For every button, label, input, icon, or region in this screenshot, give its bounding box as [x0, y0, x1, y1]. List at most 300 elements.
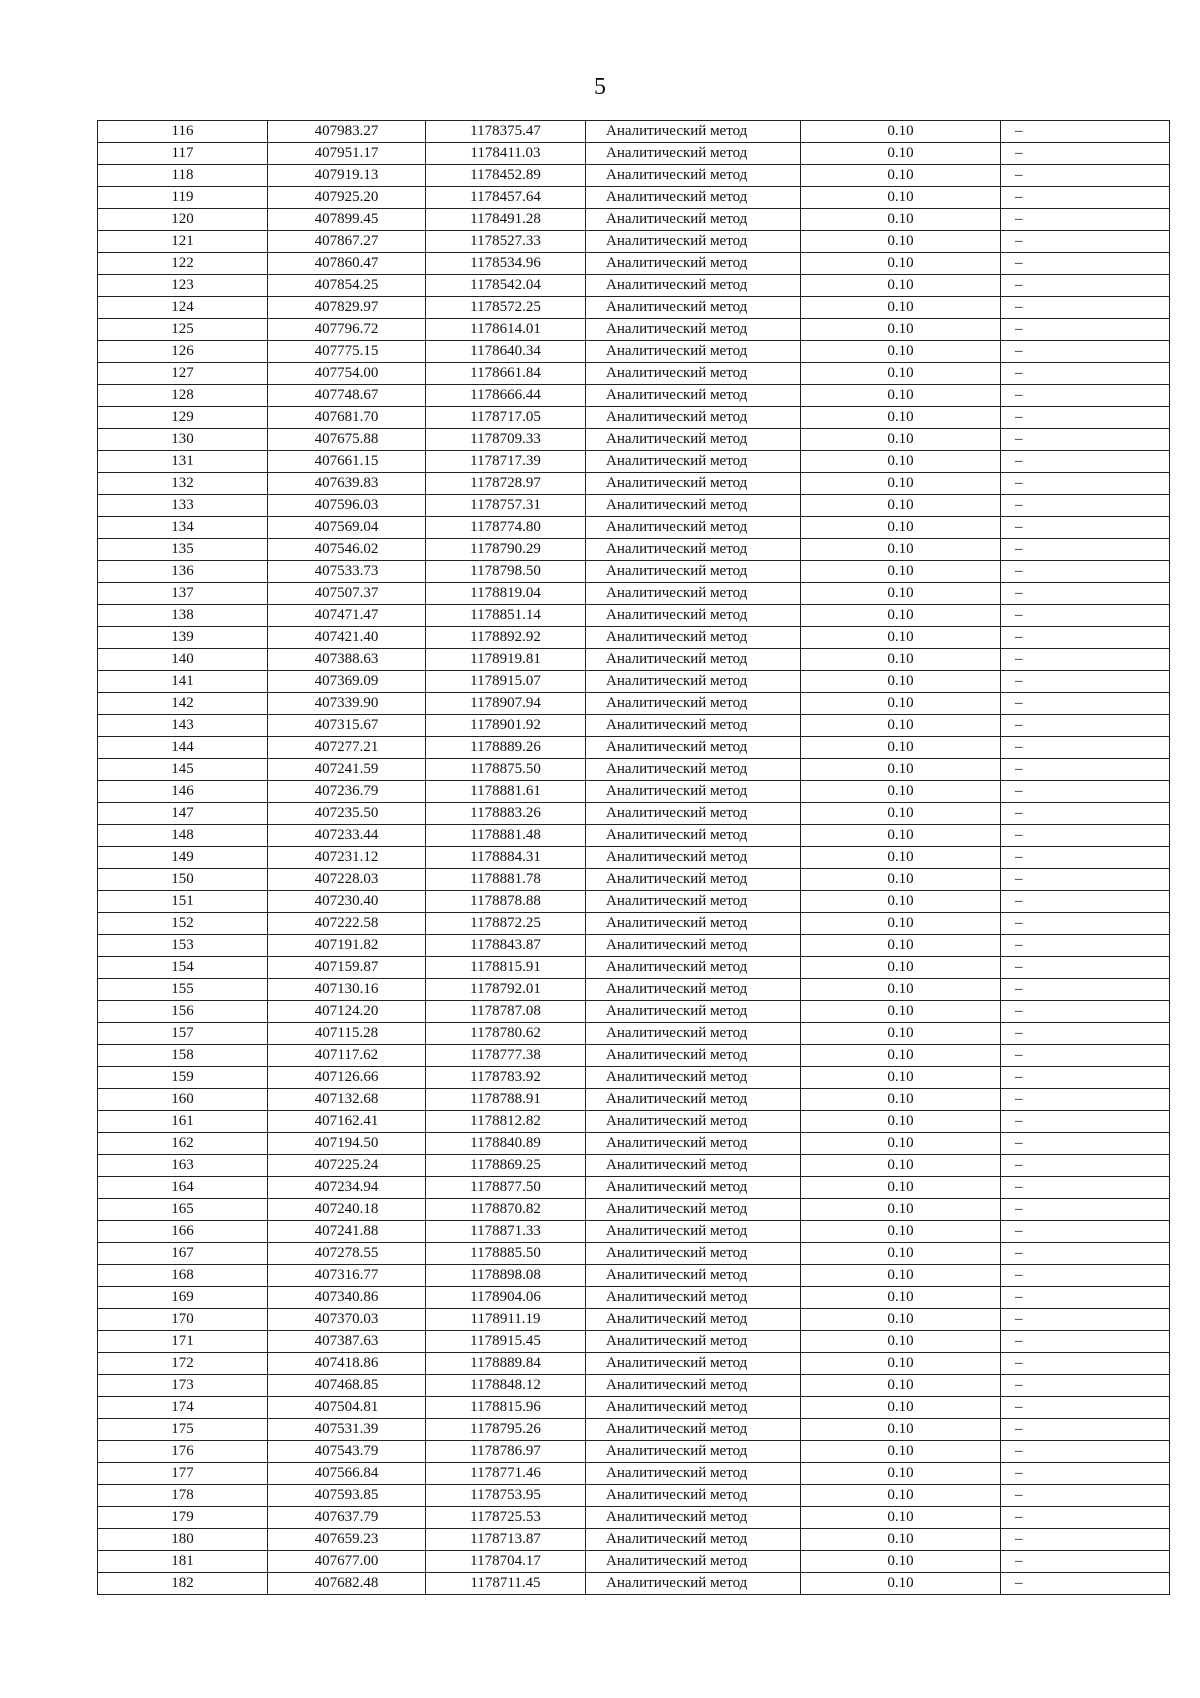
accuracy-cell: 0.10 — [801, 363, 1001, 385]
method-cell: Аналитический метод — [586, 429, 801, 451]
method-cell: Аналитический метод — [586, 1111, 801, 1133]
y-coordinate-cell: 1178491.28 — [426, 209, 586, 231]
accuracy-cell: 0.10 — [801, 693, 1001, 715]
x-coordinate-cell: 407659.23 — [268, 1529, 426, 1551]
y-coordinate-cell: 1178919.81 — [426, 649, 586, 671]
table-row — [98, 1573, 1170, 1595]
accuracy-cell: 0.10 — [801, 1067, 1001, 1089]
y-coordinate-cell: 1178878.88 — [426, 891, 586, 913]
x-coordinate-cell: 407775.15 — [268, 341, 426, 363]
accuracy-cell: 0.10 — [801, 1199, 1001, 1221]
method-cell: Аналитический метод — [586, 1001, 801, 1023]
point-number-cell: 141 — [98, 671, 268, 693]
description-cell: – — [1001, 451, 1170, 473]
x-coordinate-cell: 407543.79 — [268, 1441, 426, 1463]
table-row — [98, 1221, 1170, 1243]
accuracy-cell: 0.10 — [801, 1001, 1001, 1023]
y-coordinate-cell: 1178884.31 — [426, 847, 586, 869]
point-number-cell: 147 — [98, 803, 268, 825]
method-cell: Аналитический метод — [586, 1067, 801, 1089]
table-row — [98, 1287, 1170, 1309]
description-cell: – — [1001, 1155, 1170, 1177]
table-row — [98, 759, 1170, 781]
x-coordinate-cell: 407370.03 — [268, 1309, 426, 1331]
x-coordinate-cell: 407277.21 — [268, 737, 426, 759]
description-cell: – — [1001, 429, 1170, 451]
y-coordinate-cell: 1178457.64 — [426, 187, 586, 209]
method-cell: Аналитический метод — [586, 737, 801, 759]
method-cell: Аналитический метод — [586, 1573, 801, 1595]
method-cell: Аналитический метод — [586, 143, 801, 165]
table-row — [98, 1023, 1170, 1045]
accuracy-cell: 0.10 — [801, 1573, 1001, 1595]
method-cell: Аналитический метод — [586, 935, 801, 957]
table-row — [98, 363, 1170, 385]
table-row — [98, 1089, 1170, 1111]
accuracy-cell: 0.10 — [801, 1529, 1001, 1551]
point-number-cell: 136 — [98, 561, 268, 583]
x-coordinate-cell: 407126.66 — [268, 1067, 426, 1089]
description-cell: – — [1001, 1111, 1170, 1133]
y-coordinate-cell: 1178640.34 — [426, 341, 586, 363]
point-number-cell: 130 — [98, 429, 268, 451]
description-cell: – — [1001, 1023, 1170, 1045]
x-coordinate-cell: 407339.90 — [268, 693, 426, 715]
method-cell: Аналитический метод — [586, 1551, 801, 1573]
point-number-cell: 165 — [98, 1199, 268, 1221]
description-cell: – — [1001, 957, 1170, 979]
table-row — [98, 847, 1170, 869]
y-coordinate-cell: 1178851.14 — [426, 605, 586, 627]
point-number-cell: 169 — [98, 1287, 268, 1309]
accuracy-cell: 0.10 — [801, 649, 1001, 671]
y-coordinate-cell: 1178787.08 — [426, 1001, 586, 1023]
y-coordinate-cell: 1178783.92 — [426, 1067, 586, 1089]
method-cell: Аналитический метод — [586, 209, 801, 231]
x-coordinate-cell: 407925.20 — [268, 187, 426, 209]
table-row — [98, 451, 1170, 473]
description-cell: – — [1001, 1199, 1170, 1221]
y-coordinate-cell: 1178757.31 — [426, 495, 586, 517]
y-coordinate-cell: 1178786.97 — [426, 1441, 586, 1463]
accuracy-cell: 0.10 — [801, 407, 1001, 429]
x-coordinate-cell: 407854.25 — [268, 275, 426, 297]
table-row — [98, 1265, 1170, 1287]
y-coordinate-cell: 1178889.84 — [426, 1353, 586, 1375]
point-number-cell: 140 — [98, 649, 268, 671]
x-coordinate-cell: 407421.40 — [268, 627, 426, 649]
description-cell: – — [1001, 1529, 1170, 1551]
table-row — [98, 1111, 1170, 1133]
x-coordinate-cell: 407637.79 — [268, 1507, 426, 1529]
method-cell: Аналитический метод — [586, 869, 801, 891]
description-cell: – — [1001, 1221, 1170, 1243]
x-coordinate-cell: 407316.77 — [268, 1265, 426, 1287]
method-cell: Аналитический метод — [586, 1199, 801, 1221]
description-cell: – — [1001, 649, 1170, 671]
y-coordinate-cell: 1178780.62 — [426, 1023, 586, 1045]
accuracy-cell: 0.10 — [801, 935, 1001, 957]
y-coordinate-cell: 1178717.05 — [426, 407, 586, 429]
method-cell: Аналитический метод — [586, 979, 801, 1001]
accuracy-cell: 0.10 — [801, 187, 1001, 209]
description-cell: – — [1001, 693, 1170, 715]
table-row — [98, 891, 1170, 913]
description-cell: – — [1001, 1045, 1170, 1067]
method-cell: Аналитический метод — [586, 605, 801, 627]
table-row — [98, 143, 1170, 165]
table-row — [98, 187, 1170, 209]
description-cell: – — [1001, 1243, 1170, 1265]
point-number-cell: 173 — [98, 1375, 268, 1397]
table-row — [98, 649, 1170, 671]
y-coordinate-cell: 1178527.33 — [426, 231, 586, 253]
y-coordinate-cell: 1178877.50 — [426, 1177, 586, 1199]
accuracy-cell: 0.10 — [801, 385, 1001, 407]
table-row — [98, 1529, 1170, 1551]
point-number-cell: 180 — [98, 1529, 268, 1551]
x-coordinate-cell: 407748.67 — [268, 385, 426, 407]
point-number-cell: 150 — [98, 869, 268, 891]
table-row — [98, 275, 1170, 297]
point-number-cell: 135 — [98, 539, 268, 561]
point-number-cell: 172 — [98, 1353, 268, 1375]
x-coordinate-cell: 407369.09 — [268, 671, 426, 693]
accuracy-cell: 0.10 — [801, 825, 1001, 847]
x-coordinate-cell: 407234.94 — [268, 1177, 426, 1199]
point-number-cell: 145 — [98, 759, 268, 781]
method-cell: Аналитический метод — [586, 319, 801, 341]
method-cell: Аналитический метод — [586, 187, 801, 209]
description-cell: – — [1001, 187, 1170, 209]
y-coordinate-cell: 1178704.17 — [426, 1551, 586, 1573]
accuracy-cell: 0.10 — [801, 275, 1001, 297]
point-number-cell: 155 — [98, 979, 268, 1001]
x-coordinate-cell: 407867.27 — [268, 231, 426, 253]
y-coordinate-cell: 1178452.89 — [426, 165, 586, 187]
accuracy-cell: 0.10 — [801, 979, 1001, 1001]
x-coordinate-cell: 407162.41 — [268, 1111, 426, 1133]
x-coordinate-cell: 407132.68 — [268, 1089, 426, 1111]
y-coordinate-cell: 1178777.38 — [426, 1045, 586, 1067]
x-coordinate-cell: 407225.24 — [268, 1155, 426, 1177]
point-number-cell: 178 — [98, 1485, 268, 1507]
method-cell: Аналитический метод — [586, 1221, 801, 1243]
x-coordinate-cell: 407230.40 — [268, 891, 426, 913]
accuracy-cell: 0.10 — [801, 451, 1001, 473]
point-number-cell: 164 — [98, 1177, 268, 1199]
accuracy-cell: 0.10 — [801, 1485, 1001, 1507]
y-coordinate-cell: 1178875.50 — [426, 759, 586, 781]
method-cell: Аналитический метод — [586, 825, 801, 847]
point-number-cell: 144 — [98, 737, 268, 759]
y-coordinate-cell: 1178881.61 — [426, 781, 586, 803]
description-cell: – — [1001, 1419, 1170, 1441]
method-cell: Аналитический метод — [586, 1331, 801, 1353]
accuracy-cell: 0.10 — [801, 759, 1001, 781]
accuracy-cell: 0.10 — [801, 957, 1001, 979]
point-number-cell: 151 — [98, 891, 268, 913]
table-row — [98, 1199, 1170, 1221]
description-cell: – — [1001, 715, 1170, 737]
accuracy-cell: 0.10 — [801, 869, 1001, 891]
x-coordinate-cell: 407235.50 — [268, 803, 426, 825]
y-coordinate-cell: 1178815.91 — [426, 957, 586, 979]
x-coordinate-cell: 407222.58 — [268, 913, 426, 935]
x-coordinate-cell: 407593.85 — [268, 1485, 426, 1507]
point-number-cell: 128 — [98, 385, 268, 407]
description-cell: – — [1001, 1551, 1170, 1573]
accuracy-cell: 0.10 — [801, 1441, 1001, 1463]
point-number-cell: 159 — [98, 1067, 268, 1089]
accuracy-cell: 0.10 — [801, 1331, 1001, 1353]
page-number: 5 — [594, 74, 606, 100]
description-cell: – — [1001, 341, 1170, 363]
x-coordinate-cell: 407569.04 — [268, 517, 426, 539]
description-cell: – — [1001, 319, 1170, 341]
accuracy-cell: 0.10 — [801, 1111, 1001, 1133]
method-cell: Аналитический метод — [586, 275, 801, 297]
description-cell: – — [1001, 1375, 1170, 1397]
method-cell: Аналитический метод — [586, 539, 801, 561]
method-cell: Аналитический метод — [586, 913, 801, 935]
accuracy-cell: 0.10 — [801, 1551, 1001, 1573]
table-row — [98, 1155, 1170, 1177]
y-coordinate-cell: 1178411.03 — [426, 143, 586, 165]
table-row — [98, 539, 1170, 561]
x-coordinate-cell: 407899.45 — [268, 209, 426, 231]
y-coordinate-cell: 1178542.04 — [426, 275, 586, 297]
point-number-cell: 153 — [98, 935, 268, 957]
x-coordinate-cell: 407388.63 — [268, 649, 426, 671]
method-cell: Аналитический метод — [586, 1243, 801, 1265]
point-number-cell: 162 — [98, 1133, 268, 1155]
description-cell: – — [1001, 1331, 1170, 1353]
x-coordinate-cell: 407531.39 — [268, 1419, 426, 1441]
y-coordinate-cell: 1178661.84 — [426, 363, 586, 385]
coordinates-table — [97, 120, 1170, 1595]
x-coordinate-cell: 407241.59 — [268, 759, 426, 781]
description-cell: – — [1001, 209, 1170, 231]
accuracy-cell: 0.10 — [801, 627, 1001, 649]
table-row — [98, 385, 1170, 407]
accuracy-cell: 0.10 — [801, 231, 1001, 253]
table-row — [98, 1243, 1170, 1265]
accuracy-cell: 0.10 — [801, 341, 1001, 363]
table-row — [98, 1551, 1170, 1573]
point-number-cell: 161 — [98, 1111, 268, 1133]
description-cell: – — [1001, 583, 1170, 605]
table-row — [98, 1177, 1170, 1199]
table-row — [98, 1419, 1170, 1441]
point-number-cell: 181 — [98, 1551, 268, 1573]
y-coordinate-cell: 1178572.25 — [426, 297, 586, 319]
y-coordinate-cell: 1178840.89 — [426, 1133, 586, 1155]
accuracy-cell: 0.10 — [801, 165, 1001, 187]
description-cell: – — [1001, 1463, 1170, 1485]
x-coordinate-cell: 407471.47 — [268, 605, 426, 627]
x-coordinate-cell: 407191.82 — [268, 935, 426, 957]
point-number-cell: 127 — [98, 363, 268, 385]
table-row — [98, 1353, 1170, 1375]
y-coordinate-cell: 1178753.95 — [426, 1485, 586, 1507]
y-coordinate-cell: 1178795.26 — [426, 1419, 586, 1441]
x-coordinate-cell: 407241.88 — [268, 1221, 426, 1243]
table-row — [98, 297, 1170, 319]
y-coordinate-cell: 1178885.50 — [426, 1243, 586, 1265]
method-cell: Аналитический метод — [586, 1045, 801, 1067]
accuracy-cell: 0.10 — [801, 429, 1001, 451]
description-cell: – — [1001, 517, 1170, 539]
table-row — [98, 253, 1170, 275]
point-number-cell: 122 — [98, 253, 268, 275]
method-cell: Аналитический метод — [586, 1155, 801, 1177]
description-cell: – — [1001, 605, 1170, 627]
point-number-cell: 176 — [98, 1441, 268, 1463]
y-coordinate-cell: 1178915.07 — [426, 671, 586, 693]
method-cell: Аналитический метод — [586, 1441, 801, 1463]
y-coordinate-cell: 1178709.33 — [426, 429, 586, 451]
method-cell: Аналитический метод — [586, 517, 801, 539]
point-number-cell: 182 — [98, 1573, 268, 1595]
accuracy-cell: 0.10 — [801, 1287, 1001, 1309]
y-coordinate-cell: 1178898.08 — [426, 1265, 586, 1287]
accuracy-cell: 0.10 — [801, 495, 1001, 517]
point-number-cell: 137 — [98, 583, 268, 605]
point-number-cell: 132 — [98, 473, 268, 495]
method-cell: Аналитический метод — [586, 495, 801, 517]
table-row — [98, 693, 1170, 715]
description-cell: – — [1001, 671, 1170, 693]
x-coordinate-cell: 407236.79 — [268, 781, 426, 803]
y-coordinate-cell: 1178790.29 — [426, 539, 586, 561]
point-number-cell: 119 — [98, 187, 268, 209]
table-row — [98, 121, 1170, 143]
point-number-cell: 174 — [98, 1397, 268, 1419]
description-cell: – — [1001, 913, 1170, 935]
method-cell: Аналитический метод — [586, 1309, 801, 1331]
method-cell: Аналитический метод — [586, 253, 801, 275]
method-cell: Аналитический метод — [586, 231, 801, 253]
table-row — [98, 473, 1170, 495]
description-cell: – — [1001, 825, 1170, 847]
y-coordinate-cell: 1178907.94 — [426, 693, 586, 715]
accuracy-cell: 0.10 — [801, 539, 1001, 561]
x-coordinate-cell: 407546.02 — [268, 539, 426, 561]
point-number-cell: 143 — [98, 715, 268, 737]
method-cell: Аналитический метод — [586, 1023, 801, 1045]
description-cell: – — [1001, 297, 1170, 319]
y-coordinate-cell: 1178774.80 — [426, 517, 586, 539]
table-row — [98, 1485, 1170, 1507]
method-cell: Аналитический метод — [586, 781, 801, 803]
point-number-cell: 154 — [98, 957, 268, 979]
table-row — [98, 1001, 1170, 1023]
table-row — [98, 627, 1170, 649]
point-number-cell: 148 — [98, 825, 268, 847]
description-cell: – — [1001, 385, 1170, 407]
y-coordinate-cell: 1178812.82 — [426, 1111, 586, 1133]
point-number-cell: 117 — [98, 143, 268, 165]
method-cell: Аналитический метод — [586, 891, 801, 913]
x-coordinate-cell: 407754.00 — [268, 363, 426, 385]
y-coordinate-cell: 1178843.87 — [426, 935, 586, 957]
y-coordinate-cell: 1178892.92 — [426, 627, 586, 649]
x-coordinate-cell: 407418.86 — [268, 1353, 426, 1375]
x-coordinate-cell: 407507.37 — [268, 583, 426, 605]
x-coordinate-cell: 407194.50 — [268, 1133, 426, 1155]
description-cell: – — [1001, 1133, 1170, 1155]
method-cell: Аналитический метод — [586, 583, 801, 605]
table-row — [98, 803, 1170, 825]
table-row — [98, 319, 1170, 341]
table-row — [98, 1133, 1170, 1155]
point-number-cell: 160 — [98, 1089, 268, 1111]
accuracy-cell: 0.10 — [801, 253, 1001, 275]
accuracy-cell: 0.10 — [801, 1265, 1001, 1287]
x-coordinate-cell: 407596.03 — [268, 495, 426, 517]
accuracy-cell: 0.10 — [801, 1221, 1001, 1243]
description-cell: – — [1001, 891, 1170, 913]
accuracy-cell: 0.10 — [801, 1419, 1001, 1441]
description-cell: – — [1001, 737, 1170, 759]
x-coordinate-cell: 407951.17 — [268, 143, 426, 165]
table-row — [98, 957, 1170, 979]
description-cell: – — [1001, 1089, 1170, 1111]
x-coordinate-cell: 407675.88 — [268, 429, 426, 451]
description-cell: – — [1001, 1177, 1170, 1199]
description-cell: – — [1001, 759, 1170, 781]
point-number-cell: 157 — [98, 1023, 268, 1045]
x-coordinate-cell: 407677.00 — [268, 1551, 426, 1573]
y-coordinate-cell: 1178798.50 — [426, 561, 586, 583]
table-row — [98, 209, 1170, 231]
accuracy-cell: 0.10 — [801, 715, 1001, 737]
table-row — [98, 979, 1170, 1001]
accuracy-cell: 0.10 — [801, 891, 1001, 913]
y-coordinate-cell: 1178881.48 — [426, 825, 586, 847]
y-coordinate-cell: 1178375.47 — [426, 121, 586, 143]
x-coordinate-cell: 407829.97 — [268, 297, 426, 319]
description-cell: – — [1001, 1441, 1170, 1463]
point-number-cell: 156 — [98, 1001, 268, 1023]
x-coordinate-cell: 407661.15 — [268, 451, 426, 473]
accuracy-cell: 0.10 — [801, 561, 1001, 583]
table-row — [98, 517, 1170, 539]
table-row — [98, 715, 1170, 737]
description-cell: – — [1001, 407, 1170, 429]
accuracy-cell: 0.10 — [801, 1463, 1001, 1485]
point-number-cell: 167 — [98, 1243, 268, 1265]
method-cell: Аналитический метод — [586, 1287, 801, 1309]
accuracy-cell: 0.10 — [801, 319, 1001, 341]
accuracy-cell: 0.10 — [801, 605, 1001, 627]
x-coordinate-cell: 407639.83 — [268, 473, 426, 495]
x-coordinate-cell: 407504.81 — [268, 1397, 426, 1419]
accuracy-cell: 0.10 — [801, 297, 1001, 319]
table-row — [98, 913, 1170, 935]
x-coordinate-cell: 407533.73 — [268, 561, 426, 583]
description-cell: – — [1001, 1265, 1170, 1287]
x-coordinate-cell: 407231.12 — [268, 847, 426, 869]
method-cell: Аналитический метод — [586, 385, 801, 407]
accuracy-cell: 0.10 — [801, 781, 1001, 803]
y-coordinate-cell: 1178904.06 — [426, 1287, 586, 1309]
table-row — [98, 1331, 1170, 1353]
description-cell: – — [1001, 473, 1170, 495]
point-number-cell: 116 — [98, 121, 268, 143]
table-row — [98, 1067, 1170, 1089]
